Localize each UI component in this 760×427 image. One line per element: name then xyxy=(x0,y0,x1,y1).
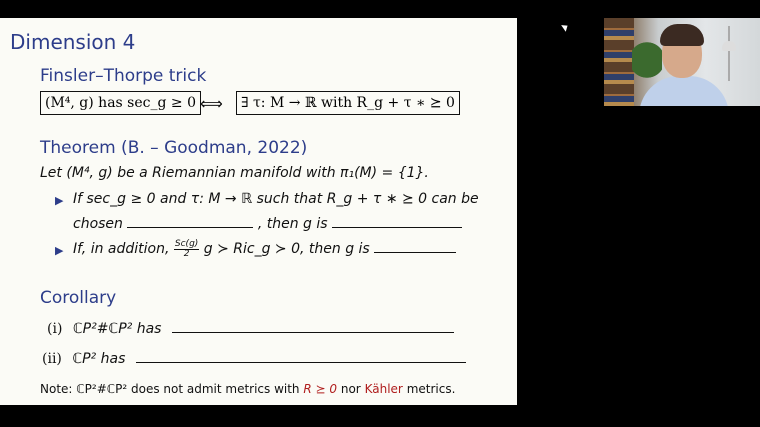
blank-1 xyxy=(127,213,253,228)
box-right-text: ∃ τ: M → ℝ with R_g + τ ∗ ⪰ 0 xyxy=(241,95,455,111)
bullet2-suffix: g ≻ Ric_g ≻ 0, then g is xyxy=(203,241,370,257)
corollary-title: Corollary xyxy=(40,288,117,308)
slide-title: Dimension 4 xyxy=(10,30,136,54)
note-suffix: metrics. xyxy=(406,382,456,396)
corollary-item-1 xyxy=(47,318,454,337)
blank-2 xyxy=(332,213,462,228)
corollary-item-2 xyxy=(42,348,466,367)
blank-4 xyxy=(172,318,454,333)
corollary-label-1: (i) xyxy=(47,321,63,337)
theorem-title: Theorem (B. – Goodman, 2022) xyxy=(40,138,308,158)
box-right-statement xyxy=(236,91,460,115)
box-left-text: (M⁴, g) has sec_g ≥ 0 xyxy=(45,95,196,111)
triangle-right-icon: ▶ xyxy=(55,244,64,257)
lamp xyxy=(728,26,752,81)
bullet1-line2 xyxy=(73,213,462,232)
bullet1-then: , then g is xyxy=(257,216,328,232)
mouse-cursor-icon xyxy=(561,22,570,31)
fraction xyxy=(174,240,199,259)
note-red-2: Kähler xyxy=(364,382,403,396)
theorem-statement: Let (M⁴, g) be a Riemannian manifold with π₁(M) = {1}. xyxy=(40,165,429,181)
iff-symbol: ⟺ xyxy=(200,94,223,113)
bullet1-chosen: chosen xyxy=(73,216,123,232)
webcam-video-feed xyxy=(604,18,760,106)
blank-5 xyxy=(136,348,466,363)
section-title-finsler: Finsler–Thorpe trick xyxy=(40,66,207,86)
bullet2-prefix: If, in addition, xyxy=(73,241,170,257)
bullet2-line xyxy=(73,238,456,259)
corollary-text-1: ℂP²#ℂP² has xyxy=(72,321,162,337)
box-left-statement xyxy=(40,91,201,115)
blank-3 xyxy=(374,238,456,253)
bullet1-line1: If sec_g ≥ 0 and τ: M → ℝ such that R_g + τ ∗ ⪰ 0 can be xyxy=(73,191,479,207)
note-red-1: R ⪰ 0 xyxy=(303,382,338,396)
presentation-slide xyxy=(0,18,517,405)
corollary-label-2: (ii) xyxy=(42,351,62,367)
fraction-numerator: Sc(g) xyxy=(174,238,199,249)
note-prefix: Note: ℂP²#ℂP² does not admit metrics with xyxy=(40,382,300,396)
note-mid: nor xyxy=(340,382,361,396)
fraction-denominator: 2 xyxy=(183,248,190,259)
corollary-text-2: ℂP² has xyxy=(72,351,126,367)
footnote xyxy=(40,382,455,396)
person-hair xyxy=(660,24,704,46)
bookshelf xyxy=(604,18,634,106)
triangle-right-icon: ▶ xyxy=(55,194,64,207)
